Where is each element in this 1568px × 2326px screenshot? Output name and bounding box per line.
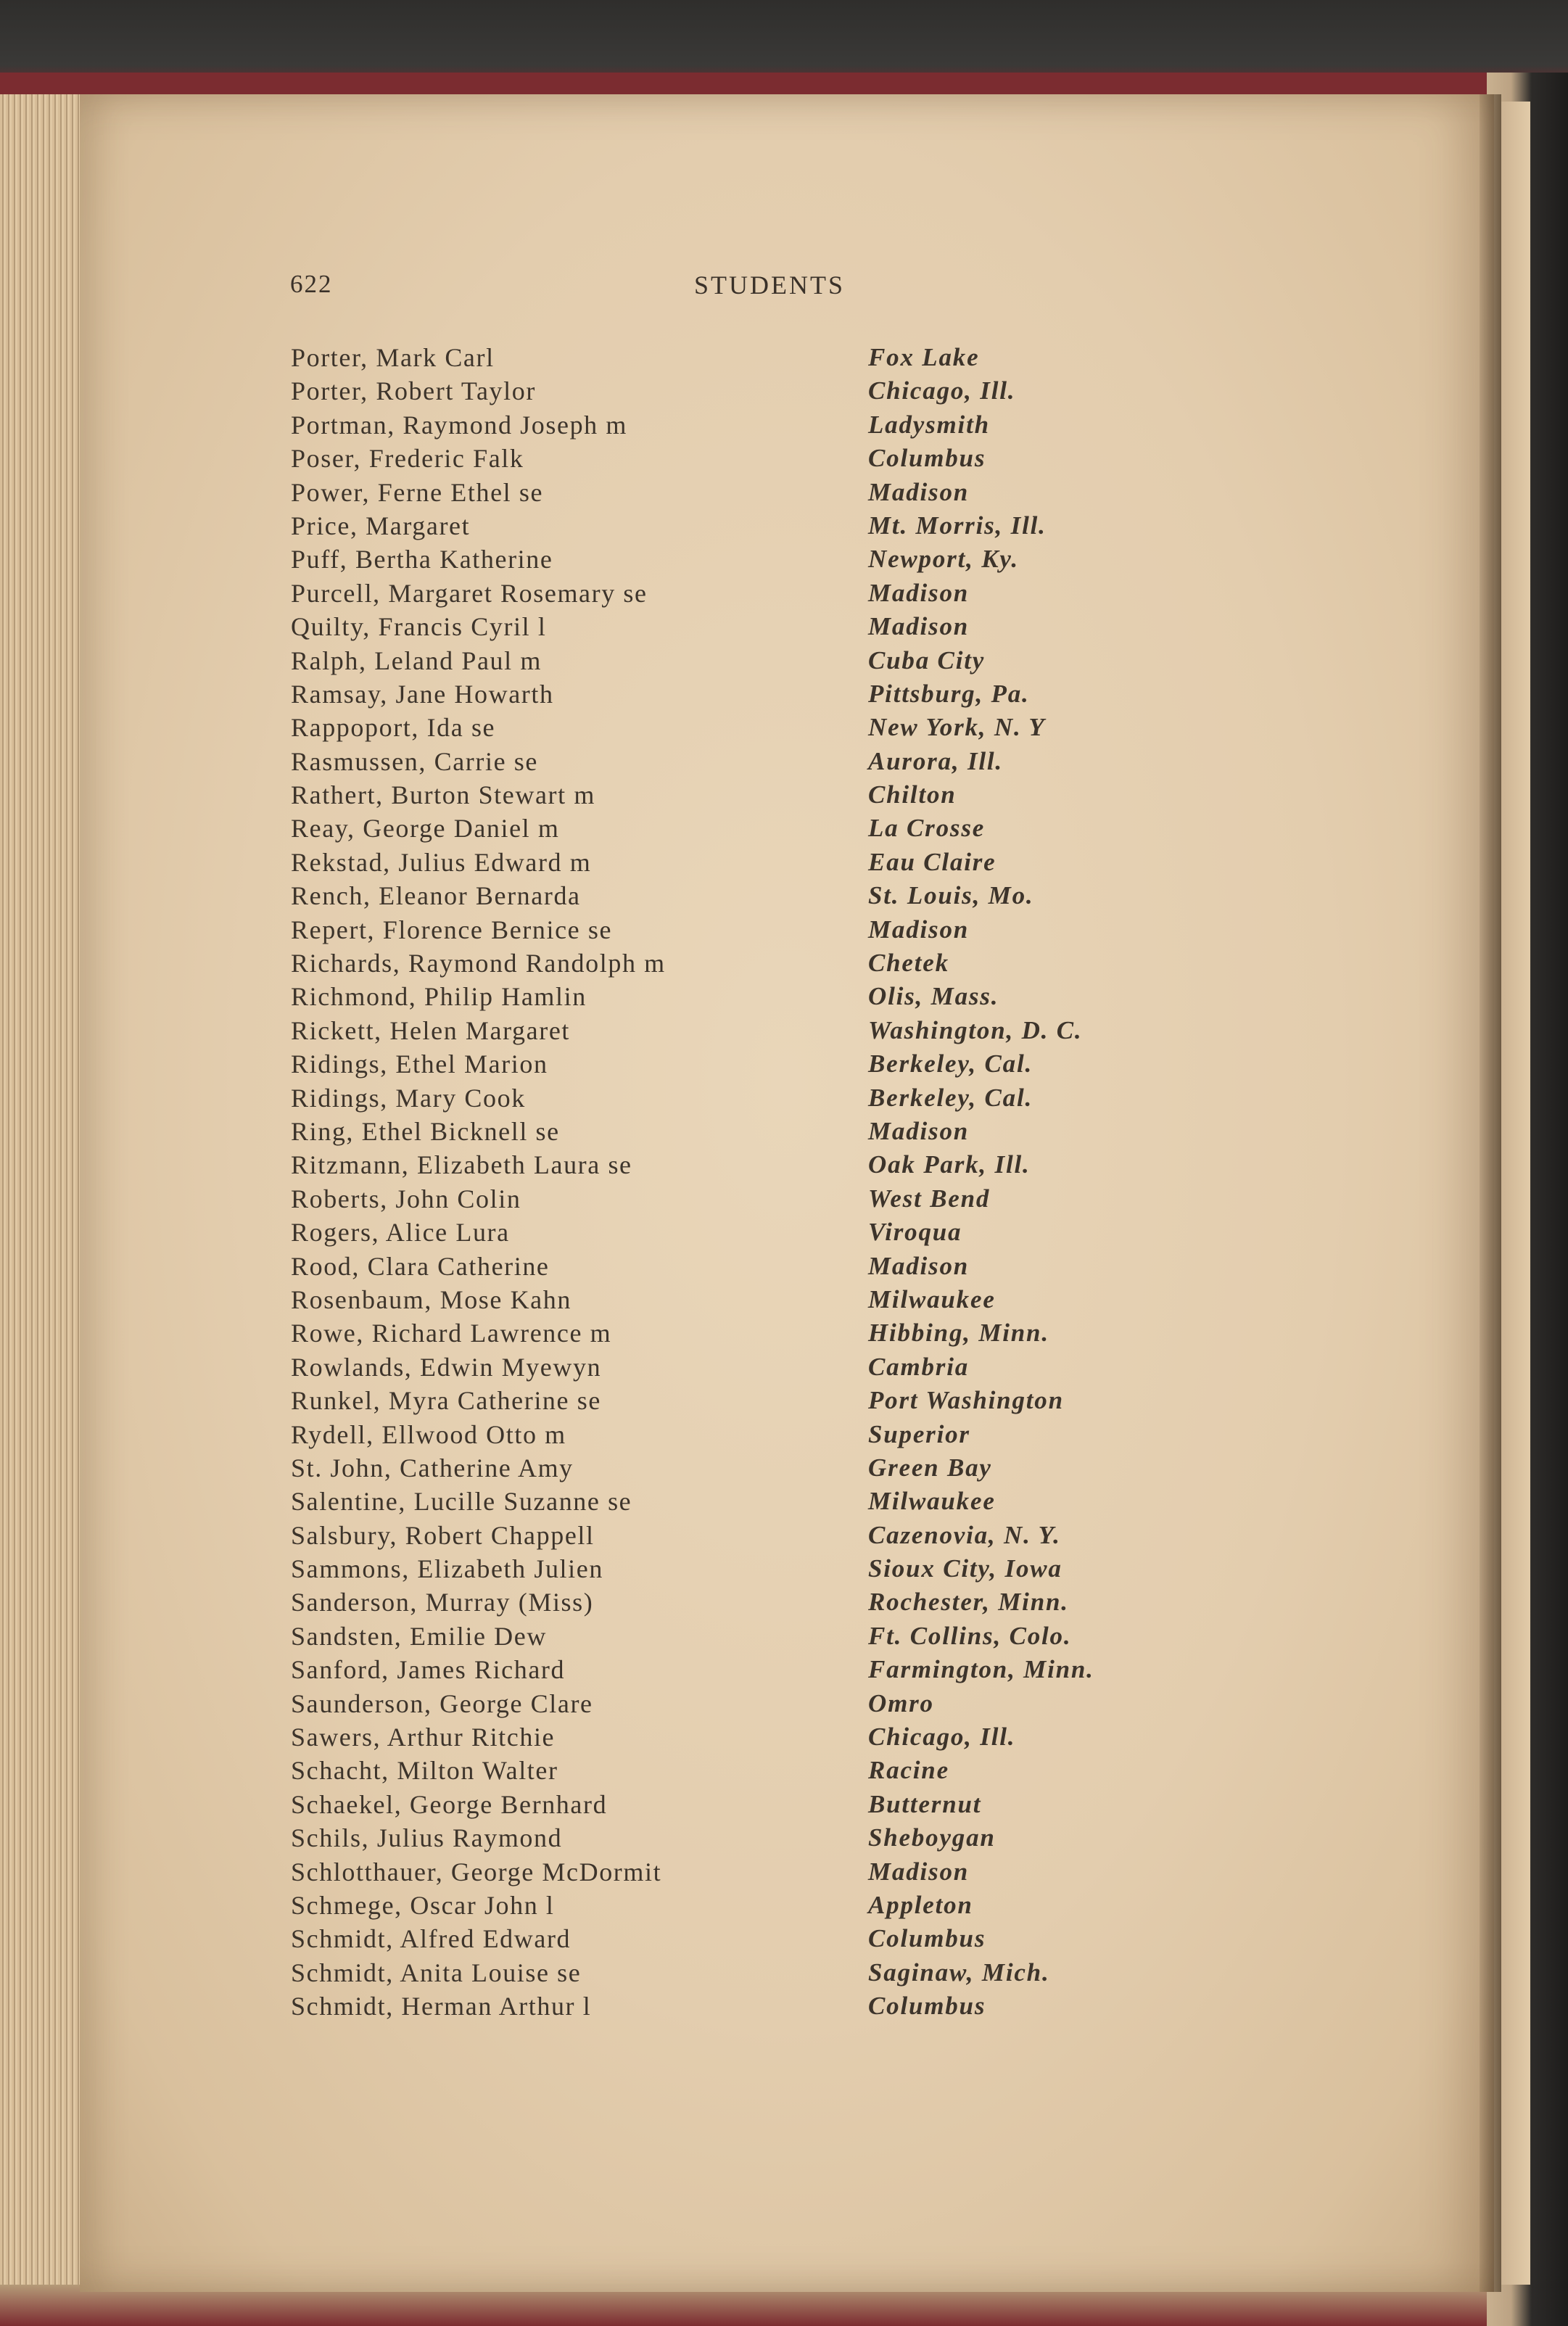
student-entry	[291, 1182, 1176, 1216]
student-entry	[291, 947, 1176, 980]
student-name: Schlotthauer, George McDormit	[291, 1857, 662, 1886]
student-name: Rekstad, Julius Edward m	[291, 847, 592, 877]
student-entry	[291, 879, 1176, 912]
student-name: Ring, Ethel Bicknell se	[291, 1116, 560, 1146]
student-name: Schmidt, Anita Louise se	[291, 1958, 582, 1987]
student-entry	[291, 1081, 1176, 1115]
student-name: Sandsten, Emilie Dew	[291, 1621, 547, 1651]
student-entry	[291, 980, 1176, 1013]
student-name: Salentine, Lucille Suzanne se	[291, 1487, 632, 1517]
student-hometown: Green Bay	[868, 1453, 992, 1482]
student-hometown: Farmington, Minn.	[868, 1655, 1094, 1684]
student-name: Porter, Robert Taylor	[291, 376, 536, 406]
student-name: Rogers, Alice Lura	[291, 1218, 510, 1247]
student-hometown: Fox Lake	[868, 343, 980, 371]
student-hometown: Berkeley, Cal.	[868, 1083, 1033, 1112]
student-hometown: Saginaw, Mich.	[868, 1958, 1050, 1987]
student-hometown: Rochester, Minn.	[868, 1588, 1069, 1617]
student-name: Runkel, Myra Catherine se	[291, 1386, 601, 1416]
student-name: Rosenbaum, Mose Kahn	[291, 1284, 572, 1314]
student-entry	[291, 1922, 1176, 1955]
student-hometown: Madison	[868, 477, 970, 506]
student-hometown: Milwaukee	[868, 1284, 996, 1313]
student-hometown: Hibbing, Minn.	[868, 1319, 1049, 1348]
student-entry	[291, 476, 1176, 509]
student-name: Richmond, Philip Hamlin	[291, 982, 587, 1012]
student-hometown: Cazenovia, N. Y.	[868, 1520, 1061, 1549]
student-hometown: Columbus	[868, 444, 986, 473]
student-hometown: La Crosse	[868, 814, 986, 843]
student-hometown: Washington, D. C.	[868, 1015, 1083, 1044]
student-name: Sammons, Elizabeth Julien	[291, 1554, 603, 1584]
student-entry	[291, 1148, 1176, 1181]
student-name: Ridings, Mary Cook	[291, 1083, 526, 1113]
student-entry	[291, 374, 1176, 408]
student-hometown: Superior	[868, 1419, 970, 1448]
student-entry	[291, 1250, 1176, 1283]
student-name: Rowe, Richard Lawrence m	[291, 1319, 612, 1348]
student-hometown: St. Louis, Mo.	[868, 881, 1034, 910]
student-hometown: Chilton	[868, 780, 957, 809]
student-hometown: Ft. Collins, Colo.	[868, 1621, 1072, 1650]
student-hometown: Pittsburg, Pa.	[868, 679, 1030, 708]
student-hometown: Columbus	[868, 1924, 986, 1953]
student-entry	[291, 644, 1176, 677]
student-entry	[291, 1216, 1176, 1249]
student-hometown: Oak Park, Ill.	[868, 1150, 1031, 1179]
student-entry	[291, 1451, 1176, 1485]
student-name: Rappoport, Ida se	[291, 713, 496, 743]
student-hometown: Viroqua	[868, 1218, 962, 1247]
student-entry	[291, 812, 1176, 845]
student-hometown: Olis, Mass.	[868, 982, 999, 1011]
student-name: Rasmussen, Carrie se	[291, 746, 538, 776]
student-name: Roberts, John Colin	[291, 1184, 521, 1213]
student-hometown: Cambria	[868, 1352, 970, 1381]
student-name: Schmidt, Herman Arthur l	[291, 1992, 592, 2021]
student-entry	[291, 1889, 1176, 1922]
student-name: Repert, Florence Bernice se	[291, 915, 613, 944]
student-entry	[291, 1720, 1176, 1754]
student-hometown: Omro	[868, 1688, 934, 1717]
student-hometown: Aurora, Ill.	[868, 746, 1003, 775]
student-hometown: West Bend	[868, 1184, 991, 1213]
student-name: Sawers, Arthur Ritchie	[291, 1723, 556, 1752]
student-name: Quilty, Francis Cyril l	[291, 612, 547, 642]
student-name: Schmidt, Alfred Edward	[291, 1924, 572, 1954]
student-entry	[291, 846, 1176, 879]
student-name: St. John, Catherine Amy	[291, 1453, 574, 1482]
student-entry	[291, 1788, 1176, 1821]
student-hometown: Madison	[868, 1116, 970, 1145]
student-name: Schacht, Milton Walter	[291, 1756, 558, 1786]
student-entry	[291, 1754, 1176, 1787]
student-entry	[291, 1350, 1176, 1384]
student-entry	[291, 408, 1176, 442]
student-hometown: Racine	[868, 1756, 949, 1785]
student-name: Poser, Frederic Falk	[291, 444, 524, 474]
student-entry	[291, 341, 1176, 374]
student-name: Sanford, James Richard	[291, 1655, 566, 1685]
student-entry	[291, 1047, 1176, 1081]
student-entry	[291, 1956, 1176, 1989]
student-entry	[291, 778, 1176, 812]
student-hometown: Milwaukee	[868, 1487, 996, 1516]
student-name: Sanderson, Murray (Miss)	[291, 1588, 594, 1617]
student-hometown: Madison	[868, 1251, 970, 1280]
page-number: 622	[290, 270, 333, 298]
student-hometown: Chicago, Ill.	[868, 1723, 1016, 1752]
student-hometown: Eau Claire	[868, 847, 996, 876]
running-head-text: STUDENTS	[693, 271, 845, 300]
student-name: Porter, Mark Carl	[291, 343, 495, 372]
student-hometown: Madison	[868, 612, 970, 641]
student-name: Schils, Julius Raymond	[291, 1823, 563, 1853]
student-name: Rench, Eleanor Bernarda	[291, 881, 581, 911]
student-name: Power, Ferne Ethel se	[291, 477, 544, 507]
student-hometown: Madison	[868, 915, 970, 944]
student-entry	[291, 745, 1176, 778]
student-hometown: Madison	[868, 578, 970, 607]
student-entry	[291, 610, 1176, 643]
student-hometown: Appleton	[868, 1890, 973, 1919]
student-entry	[291, 1485, 1176, 1518]
student-name: Ralph, Leland Paul m	[291, 646, 542, 675]
student-entry	[291, 1115, 1176, 1148]
student-entry	[291, 1283, 1176, 1316]
student-entry	[291, 1316, 1176, 1350]
student-entry	[291, 543, 1176, 576]
student-name: Schaekel, George Bernhard	[291, 1789, 608, 1819]
student-entry	[291, 1653, 1176, 1686]
student-name: Ramsay, Jane Howarth	[291, 679, 554, 709]
running-head	[0, 270, 1568, 300]
student-hometown: Ladysmith	[868, 410, 990, 439]
student-entry	[291, 509, 1176, 543]
page-gutter-shadow	[1480, 94, 1501, 2292]
student-entry	[291, 913, 1176, 947]
student-entry	[291, 1384, 1176, 1417]
student-entry	[291, 1620, 1176, 1653]
student-hometown: Chetek	[868, 949, 949, 978]
student-hometown: Madison	[868, 1857, 970, 1886]
student-entry	[291, 1855, 1176, 1889]
student-entry	[291, 442, 1176, 475]
student-name: Rood, Clara Catherine	[291, 1251, 550, 1281]
student-entry	[291, 1014, 1176, 1047]
student-name: Rydell, Ellwood Otto m	[291, 1419, 566, 1449]
student-entry	[291, 1519, 1176, 1552]
student-entry	[291, 677, 1176, 711]
student-name: Portman, Raymond Joseph m	[291, 410, 627, 440]
student-name: Price, Margaret	[291, 511, 471, 540]
student-entry	[291, 1687, 1176, 1720]
student-hometown: Newport, Ky.	[868, 545, 1019, 574]
student-hometown: Chicago, Ill.	[868, 376, 1016, 405]
student-hometown: Cuba City	[868, 646, 986, 675]
student-entry	[291, 1821, 1176, 1855]
student-name: Richards, Raymond Randolph m	[291, 949, 666, 978]
student-hometown: New York, N. Y	[868, 713, 1046, 742]
student-hometown: Berkeley, Cal.	[868, 1049, 1033, 1079]
facing-page-edge	[1501, 102, 1530, 2285]
student-name: Reay, George Daniel m	[291, 814, 560, 844]
student-hometown: Sheboygan	[868, 1823, 996, 1852]
student-name: Ridings, Ethel Marion	[291, 1049, 548, 1079]
student-name: Puff, Bertha Katherine	[291, 545, 553, 574]
student-name: Purcell, Margaret Rosemary se	[291, 578, 648, 608]
student-entry	[291, 711, 1176, 744]
student-name: Rowlands, Edwin Myewyn	[291, 1352, 602, 1382]
student-name: Rickett, Helen Margaret	[291, 1015, 571, 1045]
student-name: Ritzmann, Elizabeth Laura se	[291, 1150, 632, 1180]
student-name: Schmege, Oscar John l	[291, 1890, 555, 1920]
student-name: Rathert, Burton Stewart m	[291, 780, 595, 810]
student-hometown: Port Washington	[868, 1386, 1064, 1415]
student-entry	[291, 1989, 1176, 2023]
student-hometown: Mt. Morris, Ill.	[868, 511, 1047, 540]
student-hometown: Columbus	[868, 1992, 986, 2021]
student-hometown: Sioux City, Iowa	[868, 1554, 1062, 1583]
student-entry	[291, 1585, 1176, 1619]
student-name: Saunderson, George Clare	[291, 1688, 593, 1718]
student-list	[291, 341, 1176, 2024]
student-hometown: Butternut	[868, 1789, 982, 1818]
student-entry	[291, 1418, 1176, 1451]
student-entry	[291, 1552, 1176, 1585]
student-name: Salsbury, Robert Chappell	[291, 1520, 595, 1550]
student-entry	[291, 577, 1176, 610]
